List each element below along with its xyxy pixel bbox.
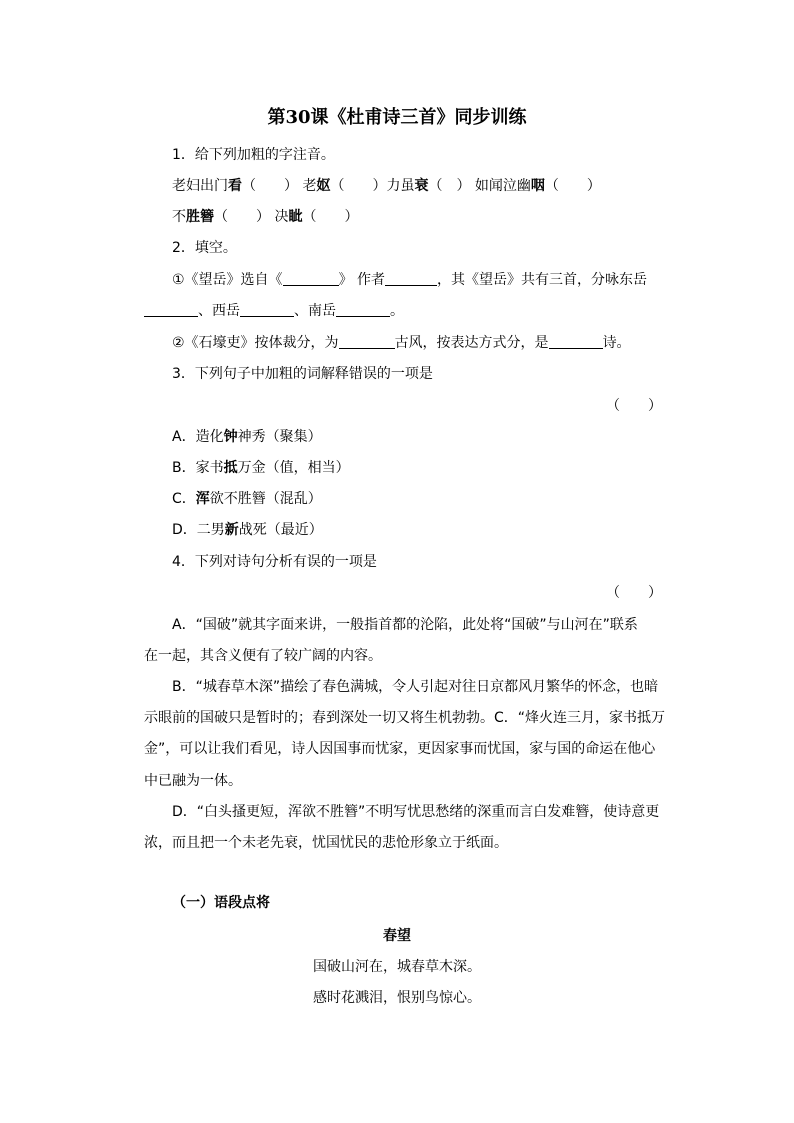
poem-line: 国破山河在，城春草木深。 bbox=[313, 959, 481, 975]
q1-item: 不胜簪（ ） bbox=[172, 209, 270, 225]
fill-blank[interactable] bbox=[549, 334, 603, 349]
q1-item: 如闻泣幽咽（ ） bbox=[474, 178, 601, 194]
fill-blank[interactable] bbox=[385, 271, 437, 286]
poem-line: 感时花溅泪，恨别鸟惊心。 bbox=[313, 990, 481, 1006]
q4-text-line: 金”，可以让我们看见，诗人因国事而忧家，更因家事而忧国，家与国的命运在他心 bbox=[144, 741, 656, 757]
q3-option-c[interactable]: C．浑欲不胜簪（混乱） bbox=[172, 491, 322, 507]
section-heading: （一）语段点将 bbox=[172, 895, 270, 911]
q4-text-line: 在一起，其含义便有了较广阔的内容。 bbox=[144, 648, 382, 664]
q3-option-a[interactable]: A．造化钟神秀（聚集） bbox=[172, 429, 322, 445]
fill-blank[interactable] bbox=[336, 302, 390, 317]
q3-stem: 3．下列句子中加粗的词解释错误的一项是 bbox=[172, 366, 433, 382]
answer-paren[interactable]: （ ） bbox=[606, 585, 662, 601]
fill-blank[interactable] bbox=[240, 302, 294, 317]
page-title: 第30课《杜甫诗三首》同步训练 bbox=[267, 107, 527, 128]
q3-option-b[interactable]: B．家书抵万金（值，相当） bbox=[172, 460, 350, 476]
fill-blank[interactable] bbox=[144, 302, 198, 317]
q4-text-line: 浓，而且把一个未老先衰，忧国忧民的悲怆形象立于纸面。 bbox=[144, 835, 508, 851]
q4-text-line: 中已融为一体。 bbox=[144, 773, 242, 789]
q4-stem: 4．下列对诗句分析有误的一项是 bbox=[172, 554, 377, 570]
q2-line1: ①《望岳》选自《 》 作者 ，其《望岳》共有三首，分咏东岳 bbox=[172, 272, 648, 288]
q2-line2: 、西岳 、南岳 。 bbox=[144, 301, 404, 321]
q1-line2 bbox=[172, 207, 358, 227]
q4-text-line: B．“城春草木深”描绘了春色满城，令人引起对往日京都风月繁华的怀念，也暗 bbox=[172, 679, 659, 695]
q1-line1 bbox=[172, 176, 601, 196]
q3-option-d[interactable]: D．二男新战死（最近） bbox=[172, 522, 323, 538]
q2-stem: 2．填空。 bbox=[172, 240, 237, 256]
q1-stem: 1．给下列加粗的字注音。 bbox=[172, 147, 335, 163]
q1-item: 决眦（ ） bbox=[274, 209, 359, 225]
q1-item: 老妪（ ） bbox=[302, 178, 387, 194]
answer-paren[interactable]: （ ） bbox=[606, 398, 662, 414]
q1-item: 老妇出门看（ ） bbox=[172, 178, 298, 194]
q4-text-line: D．“白头搔更短，浑欲不胜簪”不明写忧思愁绪的深重而言白发难簪，使诗意更 bbox=[172, 804, 660, 820]
fill-blank[interactable] bbox=[283, 271, 339, 286]
q1-item: 力虽衰（ ） bbox=[386, 178, 471, 194]
q4-text-line: 示眼前的国破只是暂时的；春到深处一切又将生机勃勃。C．“烽火连三月，家书抵万 bbox=[144, 710, 666, 726]
q2-line3: ②《石壕吏》按体裁分，为 古风，按表达方式分，是 诗。 bbox=[172, 335, 631, 351]
poem-title: 春望 bbox=[383, 928, 411, 944]
fill-blank[interactable] bbox=[339, 334, 395, 349]
q4-text-line: A．“国破”就其字面来讲，一般指首都的沦陷，此处将“国破”与山河在”联系 bbox=[172, 617, 638, 633]
